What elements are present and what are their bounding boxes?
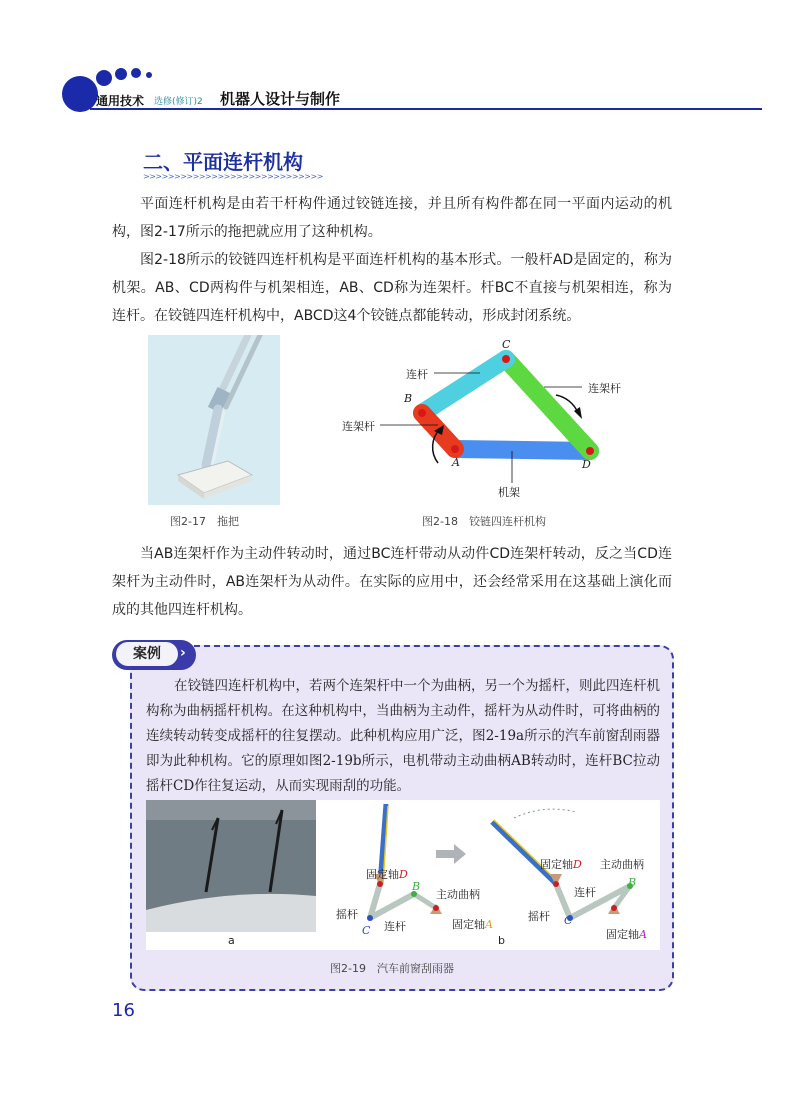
mop-photo bbox=[148, 335, 280, 505]
section-title-underline: >>>>>>>>>>>>>>>>>>>>>>>>>>>>> bbox=[143, 172, 323, 181]
figure-2-19b-label: b bbox=[498, 934, 505, 947]
label-d: D bbox=[582, 458, 591, 471]
figure-2-19a-label: a bbox=[228, 934, 235, 947]
label-b-left: B bbox=[412, 880, 421, 893]
link-ad bbox=[455, 449, 590, 451]
header-dot-1 bbox=[96, 70, 112, 86]
link-cd bbox=[506, 359, 590, 451]
figure-2-18-caption: 图2-18 铰链四连杆机构 bbox=[422, 515, 546, 528]
joint-c bbox=[502, 355, 510, 363]
label-fixed-axis-d-left: 固定轴D bbox=[366, 868, 408, 881]
label-lianjiagan-left: 连架杆 bbox=[342, 420, 375, 433]
label-rocker-left: 摇杆 bbox=[336, 908, 358, 921]
link-bc bbox=[422, 359, 506, 413]
label-c: C bbox=[502, 338, 511, 351]
label-link-left: 连杆 bbox=[384, 920, 406, 933]
header-dot-2 bbox=[115, 68, 127, 80]
header-rule bbox=[90, 108, 762, 110]
label-lianjiagan-right: 连架杆 bbox=[588, 382, 621, 395]
label-c-left: C bbox=[362, 924, 371, 937]
label-link-right: 连杆 bbox=[574, 886, 596, 899]
label-lianggan: 连杆 bbox=[406, 368, 428, 381]
joint-d bbox=[586, 447, 594, 455]
label-jijia: 机架 bbox=[498, 486, 520, 499]
case-tag-label: 案例 bbox=[116, 642, 178, 666]
page-number: 16 bbox=[112, 1000, 135, 1021]
header-dot-large bbox=[62, 76, 98, 112]
header-dot-3 bbox=[131, 68, 141, 78]
four-bar-linkage-diagram bbox=[330, 333, 670, 503]
label-a: A bbox=[452, 456, 460, 469]
section-title: 二、平面连杆机构 bbox=[143, 150, 303, 174]
paragraph-3: 当AB连架杆作为主动件转动时，通过BC连杆带动从动件CD连架杆转动，反之当CD连架杆为主动件时，AB连架杆为从动件。在实际的应用中，还会经常采用在这基础上演化而成的其他四连杆机构。 bbox=[112, 546, 672, 618]
label-crank-left: 主动曲柄 bbox=[436, 888, 480, 901]
header-dot-4 bbox=[146, 72, 152, 78]
paragraph-2: 图2-18所示的铰链四连杆机构是平面连杆机构的基本形式。一般杆AD是固定的，称为机架。AB、CD两构件与机架相连，AB、CD称为连架杆。杆BC不直接与机架相连，称为连杆。在铰链四连杆机构中，ABCD这4个铰链点都能转动，形成封闭系统。 bbox=[112, 252, 672, 324]
label-b-right: B bbox=[628, 876, 637, 889]
case-text: 在铰链四连杆机构中，若两个连架杆中一个为曲柄，另一个为摇杆，则此四连杆机构称为曲柄摇杆机构。在这种机构中，当曲柄为主动件，摇杆为从动件时，可将曲柄的连续转动转变成摇杆的往复摆动。此种机构应用广泛，图2-19a所示的汽车前窗刮雨器即为此种机构。它的原理如图2-19b所示，电机带动主动曲柄AB转动时，连杆BC拉动摇杆CD作往复运动，从而实现雨刮的功能。 bbox=[146, 678, 660, 794]
header-title: 机器人设计与制作 bbox=[220, 90, 341, 108]
paragraph-1: 平面连杆机构是由若干杆构件通过铰链连接，并且所有构件都在同一平面内运动的机构，图2-17所示的拖把就应用了这种机构。 bbox=[112, 196, 672, 240]
label-fixed-axis-a-left: 固定轴A bbox=[452, 918, 493, 931]
label-fixed-axis-a-right: 固定轴A bbox=[606, 928, 647, 941]
label-c-right: C bbox=[564, 914, 573, 927]
joint-a bbox=[451, 445, 459, 453]
label-fixed-axis-d-right: 固定轴D bbox=[540, 858, 582, 871]
header-tag: 通用技术 bbox=[96, 94, 145, 108]
header-subtag: 选修(修订)2 bbox=[154, 97, 203, 107]
label-b: B bbox=[404, 392, 413, 405]
windshield-photo bbox=[146, 800, 316, 932]
label-crank-right: 主动曲柄 bbox=[600, 858, 644, 871]
figure-2-17-caption: 图2-17 拖把 bbox=[170, 515, 239, 528]
figure-2-19-caption: 图2-19 汽车前窗刮雨器 bbox=[330, 962, 454, 975]
chevron-right-icon: › bbox=[180, 645, 186, 661]
label-rocker-right: 摇杆 bbox=[528, 910, 550, 923]
joint-b bbox=[418, 409, 426, 417]
